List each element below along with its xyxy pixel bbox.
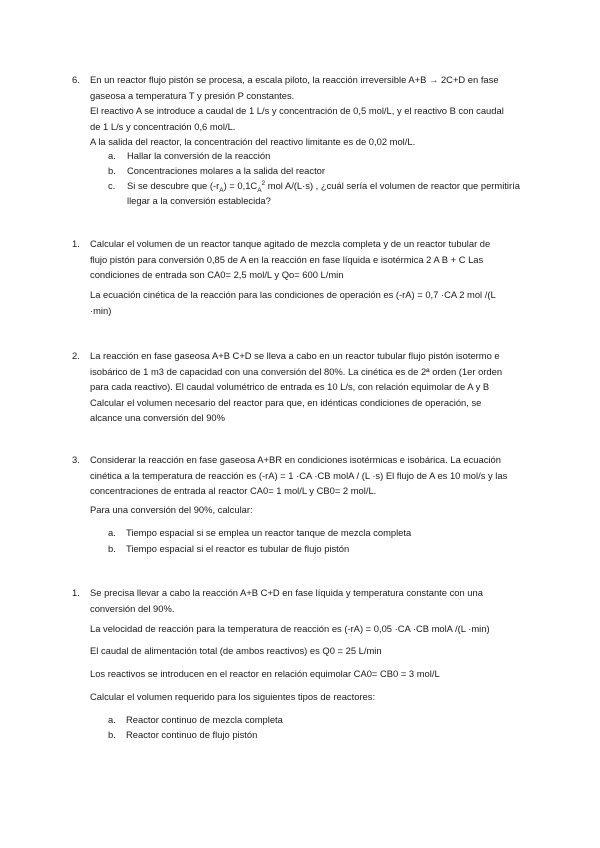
text-line: A la salida del reactor, la concentración del reactivo limitante es de 0,02 mol/L. bbox=[90, 136, 416, 147]
problem-statement bbox=[90, 72, 550, 150]
text-line: La reacción en fase gaseosa A+B C+D se lleva a cabo en un reactor tubular flujo pistón isotermo e bbox=[90, 350, 500, 361]
text-fragment: mol A/(L·s) , ¿cuál sería el volumen de reactor que permitiría bbox=[265, 180, 520, 191]
text-line: para cada reactivo). El caudal volumétrico de entrada es 10 L/s, con relación equimolar de A y B bbox=[90, 381, 490, 392]
text-line: ·min) bbox=[90, 304, 112, 316]
feed-concentration: Los reactivos se introducen en el reactor en relación equimolar CA0= CB0 = 3 mol/L bbox=[90, 668, 440, 679]
rate-equation: La velocidad de reacción para la temperatura de reacción es (-rA) = 0,05 ·CA ·CB molA /(L ·min) bbox=[90, 623, 490, 634]
subscript: A bbox=[257, 186, 262, 194]
problem-statement bbox=[90, 452, 550, 499]
text-line: isobárico de 1 m3 de capacidad con una conversión del 80%. La cinética es de 2ª orden (1er orden bbox=[90, 365, 503, 377]
item-label: a. bbox=[108, 714, 116, 725]
item-text: Hallar la conversión de la reacción bbox=[127, 150, 271, 161]
item-label: a. bbox=[108, 527, 116, 538]
item-label: b. bbox=[108, 729, 116, 740]
problem-number: 1. bbox=[72, 587, 80, 598]
item-label: b. bbox=[108, 165, 116, 176]
text-line: cinética a la temperatura de reacción es (-rA) = 1 ·CA ·CB molA / (L ·s) El flujo de A es 10 mol/s y las bbox=[90, 469, 508, 481]
problem-statement bbox=[90, 348, 550, 426]
item-label: b. bbox=[108, 543, 116, 554]
item-text: Reactor continuo de mezcla completa bbox=[126, 714, 283, 725]
text-line: El reactivo A se introduce a caudal de 1 L/s y concentración de 0,5 mol/L, y el reactivo B con caudal bbox=[90, 105, 504, 116]
text-fragment: Si se descubre que (-r bbox=[127, 180, 220, 191]
text-line: conversión del 90%. bbox=[90, 602, 175, 614]
text-line: concentraciones de entrada al reactor CA0= 1 mol/L y CB0= 2 mol/L. bbox=[90, 485, 377, 496]
question-intro: Para una conversión del 90%, calcular: bbox=[90, 504, 253, 515]
text-line: La ecuación cinética de la reacción para las condiciones de operación es (-rA) = 0,7 ·CA 2 mol /(L bbox=[90, 289, 496, 300]
text-line: Calcular el volumen de un reactor tanque agitado de mezcla completa y de un reactor tubular de bbox=[90, 238, 491, 249]
item-label: a. bbox=[108, 150, 116, 161]
problem-number: 1. bbox=[72, 238, 80, 249]
item-text: Reactor continuo de flujo pistón bbox=[126, 729, 258, 740]
text-line: Se precisa llevar a cabo la reacción A+B C+D en fase líquida y temperatura constante con una bbox=[90, 587, 483, 598]
superscript: 2 bbox=[261, 179, 266, 187]
item-text-continued: llegar a la conversión establecida? bbox=[127, 195, 271, 206]
text-fragment: ) = 0,1C bbox=[223, 180, 258, 191]
rate-equation bbox=[90, 287, 550, 318]
question-intro: Calcular el volumen requerido para los siguientes tipos de reactores: bbox=[90, 691, 376, 702]
text-line: alcance una conversión del 90% bbox=[90, 412, 225, 423]
item-text: Tiempo espacial si se emplea un reactor tanque de mezcla completa bbox=[126, 527, 412, 538]
problem-statement bbox=[90, 236, 550, 283]
problem-number: 3. bbox=[72, 454, 80, 465]
item-text: Tiempo espacial si el reactor es tubular de flujo pistón bbox=[126, 543, 350, 554]
feed-flow: El caudal de alimentación total (de ambos reactivos) es Q0 = 25 L/min bbox=[90, 645, 382, 656]
text-line: Calcular el volumen necesario del reactor para que, en idénticas condiciones de operación, se bbox=[90, 396, 482, 408]
problem-statement bbox=[90, 585, 550, 616]
item-text: Concentraciones molares a la salida del reactor bbox=[127, 165, 326, 176]
problem-number: 2. bbox=[72, 350, 80, 361]
problem-number: 6. bbox=[72, 74, 80, 85]
item-label: c. bbox=[108, 180, 116, 191]
text-line: condiciones de entrada son CA0= 2,5 mol/L y Qo= 600 L/min bbox=[90, 269, 344, 280]
text-line: de 1 L/s y concentración 0,6 mol/L. bbox=[90, 120, 236, 132]
subscript: A bbox=[219, 186, 224, 194]
text-line: flujo pistón para conversión 0,85 de A en la reacción en fase líquida e isotérmica 2 A B + C Las bbox=[90, 253, 484, 265]
text-line: En un reactor flujo pistón se procesa, a escala piloto, la reacción irreversible A+B → 2C+D en fase bbox=[90, 74, 499, 85]
text-line: Considerar la reacción en fase gaseosa A+BR en condiciones isotérmicas e isobárica. La ecuación bbox=[90, 454, 501, 465]
item-text bbox=[127, 178, 551, 194]
text-line: gaseosa a temperatura T y presión P constantes. bbox=[90, 89, 295, 101]
